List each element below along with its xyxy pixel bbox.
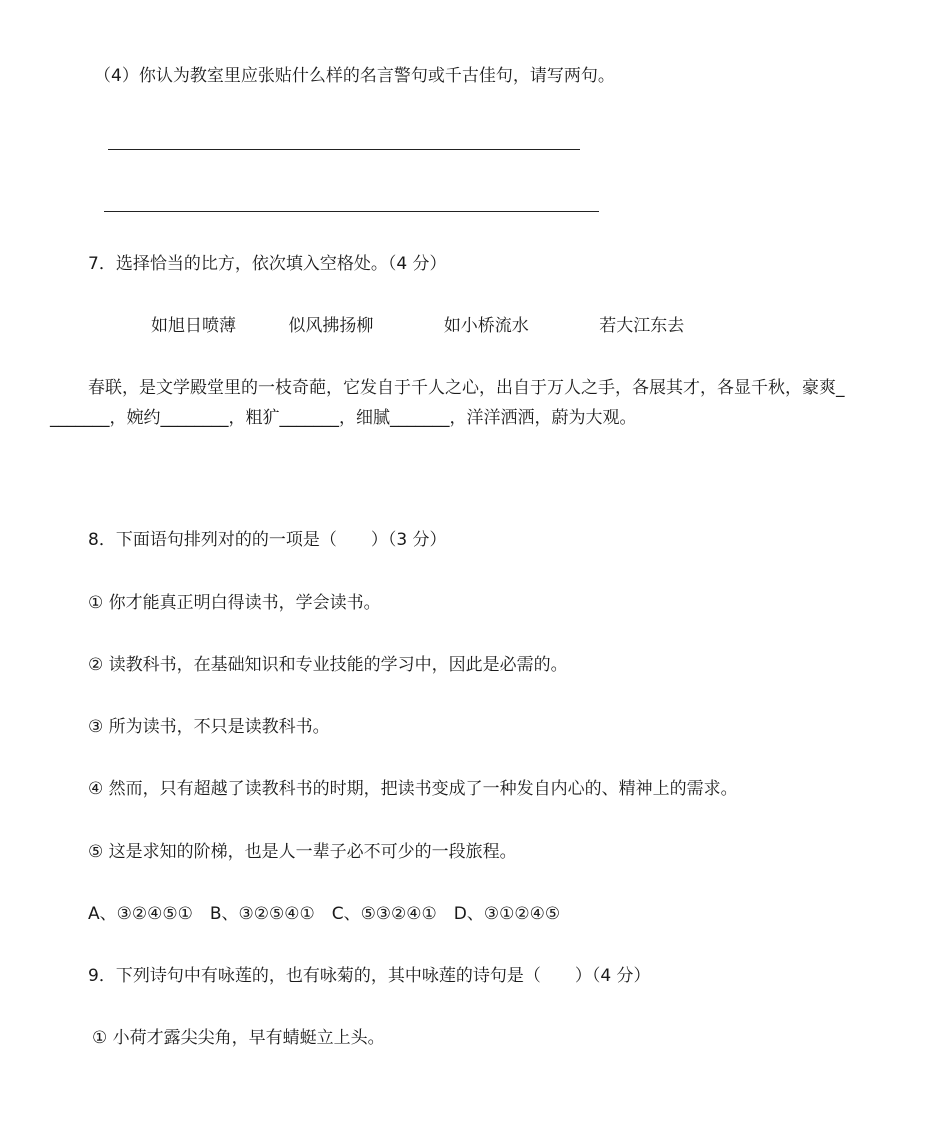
q7-option-4: 若大江东去 <box>599 316 685 336</box>
q9-title: 9．下列诗句中有咏莲的，也有咏菊的，其中咏莲的诗句是（ ）（4 分） <box>88 966 651 986</box>
q7-passage-line-2: _______，婉约________，粗犷_______，细腻_______，洋洋洒洒，蔚为大观。 <box>50 408 637 428</box>
answer-line-2[interactable] <box>104 211 599 212</box>
q6-4-prompt: （4）你认为教室里应张贴什么样的名言警句或千古佳句，请写两句。 <box>94 66 615 86</box>
q8-item-1: ① 你才能真正明白得读书，学会读书。 <box>88 593 381 613</box>
q8-item-5: ⑤ 这是求知的阶梯，也是人一辈子必不可少的一段旅程。 <box>88 842 517 862</box>
q9-item-1: ① 小荷才露尖尖角，早有蜻蜓立上头。 <box>92 1028 385 1048</box>
q7-option-3: 如小桥流水 <box>443 316 529 336</box>
q7-option-1: 如旭日喷薄 <box>151 316 236 336</box>
q8-item-4: ④ 然而，只有超越了读教科书的时期，把读书变成了一种发自内心的、精神上的需求。 <box>88 779 738 799</box>
q7-passage-line-1: 春联，是文学殿堂里的一枝奇葩，它发自于千人之心，出自于万人之手，各展其才，各显千秋，豪爽_ <box>88 378 845 398</box>
q7-option-2: 似风拂扬柳 <box>288 316 374 336</box>
q8-answer-choices: A、③②④⑤① B、③②⑤④① C、⑤③②④① D、③①②④⑤ <box>88 904 561 924</box>
q7-title: 7．选择恰当的比方，依次填入空格处。（4 分） <box>88 254 447 274</box>
q8-item-2: ② 读教科书，在基础知识和专业技能的学习中，因此是必需的。 <box>88 655 568 675</box>
q7-options <box>151 316 684 336</box>
q8-title: 8．下面语句排列对的的一项是（ ）（3 分） <box>88 530 447 550</box>
answer-line-1[interactable] <box>108 149 580 150</box>
q8-item-3: ③ 所为读书，不只是读教科书。 <box>88 717 330 737</box>
